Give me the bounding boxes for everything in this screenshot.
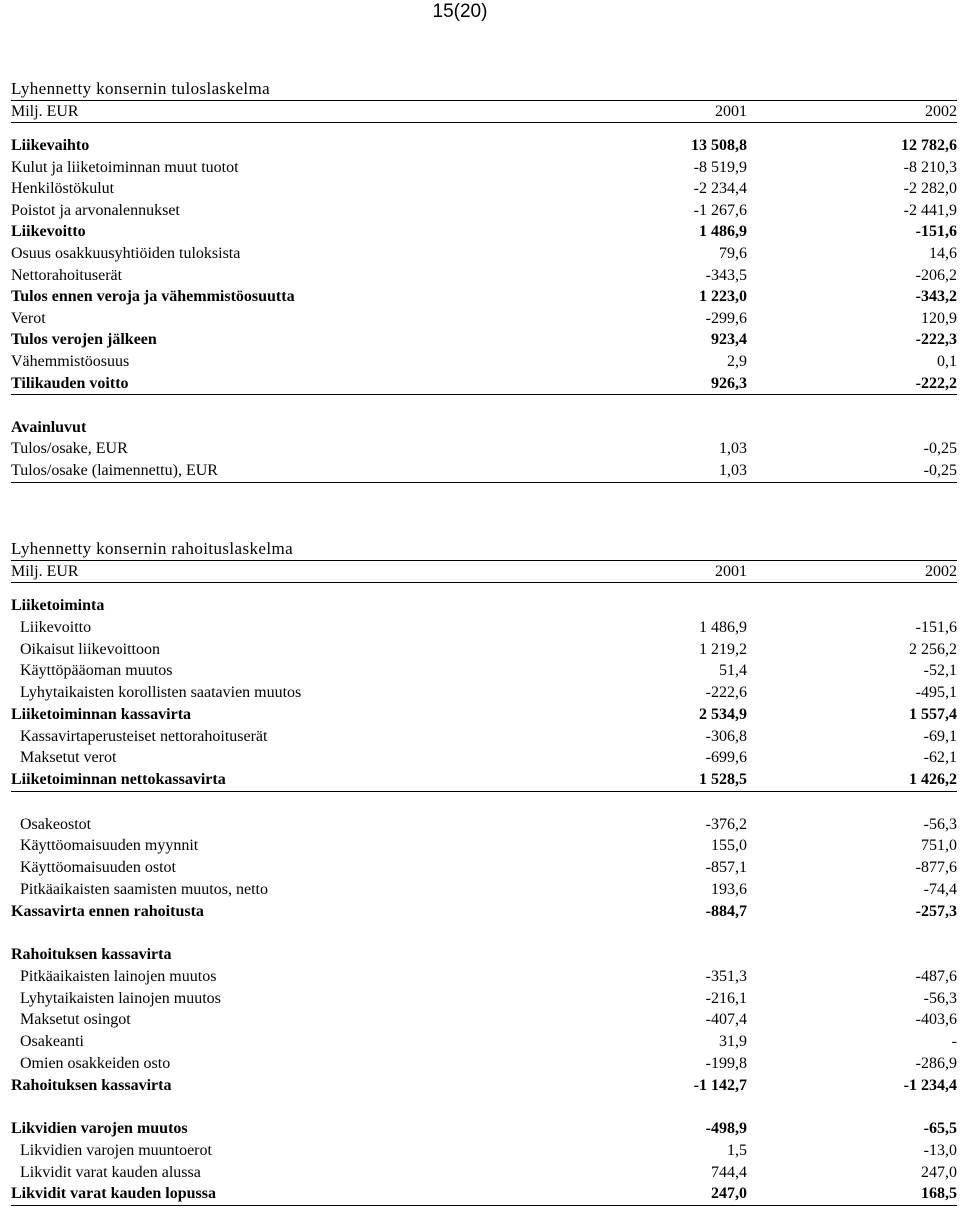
table-row xyxy=(11,944,957,966)
value-2001: 31,9 xyxy=(719,1033,747,1050)
value-2001 xyxy=(617,595,747,617)
table-row xyxy=(11,243,957,265)
table-row xyxy=(11,857,957,879)
value-2002: -69,1 xyxy=(923,727,957,745)
value-2002: -877,6 xyxy=(915,859,957,876)
row-label: Pitkäaikaisten saamisten muutos, netto xyxy=(20,880,268,898)
page-number: 15(20) xyxy=(432,1,488,22)
value-2001: -2 234,4 xyxy=(693,180,747,198)
value-2002: -222,2 xyxy=(915,374,957,392)
value-2001 xyxy=(617,944,747,966)
table-row xyxy=(11,726,957,748)
table-row xyxy=(11,1140,957,1162)
value-2001: 923,4 xyxy=(711,331,747,349)
row-label: Likvidit varat kauden lopussa xyxy=(11,1185,216,1203)
row-label: Likvidien varojen muutos xyxy=(11,1120,188,1137)
year-2001-header: 2001 xyxy=(715,563,747,580)
cash-flow-header xyxy=(11,560,957,583)
value-2002: 1 426,2 xyxy=(909,771,957,788)
value-2001: 1 219,2 xyxy=(699,640,747,658)
value-2002: -151,6 xyxy=(915,223,957,241)
value-2002: 247,0 xyxy=(921,1163,957,1181)
table-row xyxy=(11,1031,957,1053)
value-2002: 1 557,4 xyxy=(909,705,957,723)
row-label: Käyttöpääoman muutos xyxy=(20,662,173,680)
value-2002: -8 210,3 xyxy=(903,158,957,176)
table-row xyxy=(11,639,957,661)
table-row xyxy=(11,135,957,157)
row-label: Liikevoitto xyxy=(20,618,92,636)
value-2002: - xyxy=(951,1033,957,1050)
row-label: Avainluvut xyxy=(11,418,87,436)
spacer-row xyxy=(11,1096,957,1118)
table-row xyxy=(11,329,957,351)
value-2001: -699,6 xyxy=(705,749,747,767)
value-2002: 0,1 xyxy=(937,352,957,370)
value-2002 xyxy=(747,944,957,966)
income-statement-rows xyxy=(11,135,957,483)
value-2002: 14,6 xyxy=(929,244,957,262)
value-2001: -299,6 xyxy=(705,309,747,327)
value-2002: -0,25 xyxy=(923,461,957,479)
value-2002: -2 282,0 xyxy=(903,180,957,198)
income-statement-title: Lyhennetty konsernin tuloslaskelma xyxy=(11,79,271,98)
value-2001: 744,4 xyxy=(711,1163,747,1181)
table-row xyxy=(11,351,957,373)
value-2002: -286,9 xyxy=(915,1054,957,1072)
row-label: Pitkäaikaisten lainojen muutos xyxy=(20,967,217,985)
row-label: Maksetut verot xyxy=(20,749,117,767)
value-2002: -151,6 xyxy=(915,618,957,636)
row-label: Omien osakkeiden osto xyxy=(20,1054,171,1072)
table-row xyxy=(11,1009,957,1031)
table-row xyxy=(11,200,957,222)
value-2002: -495,1 xyxy=(915,684,957,701)
row-label: Liikevoitto xyxy=(11,223,86,241)
row-label: Tulos/osake (laimennettu), EUR xyxy=(11,461,218,479)
row-label: Henkilöstökulut xyxy=(11,180,115,198)
value-2001: 2,9 xyxy=(727,352,747,370)
year-2002-header: 2002 xyxy=(925,563,957,580)
value-2001: 13 508,8 xyxy=(691,137,747,154)
row-label: Tulos/osake, EUR xyxy=(11,440,128,458)
value-2001: -884,7 xyxy=(705,902,747,920)
table-row xyxy=(11,901,957,923)
row-label: Oikaisut liikevoittoon xyxy=(20,640,160,658)
table-row xyxy=(11,178,957,200)
table-row xyxy=(11,769,957,792)
row-label: Osuus osakkuusyhtiöiden tuloksista xyxy=(11,244,241,262)
year-2002-header: 2002 xyxy=(925,103,957,120)
value-2002: -0,25 xyxy=(923,440,957,458)
row-label: Poistot ja arvonalennukset xyxy=(11,201,180,219)
table-row xyxy=(11,460,957,483)
value-2002: 751,0 xyxy=(921,837,957,855)
spacer-row xyxy=(11,792,957,814)
cash-flow-rows xyxy=(11,595,957,1206)
value-2002: -222,3 xyxy=(915,331,957,349)
value-2001: 79,6 xyxy=(719,244,747,262)
table-row xyxy=(11,595,957,617)
value-2001 xyxy=(617,417,747,439)
spacer-row xyxy=(11,922,957,944)
value-2001: -376,2 xyxy=(705,815,747,833)
unit-label: Milj. EUR xyxy=(11,563,79,580)
value-2001: -222,6 xyxy=(705,684,747,701)
value-2002: -403,6 xyxy=(915,1011,957,1029)
table-row xyxy=(11,1053,957,1075)
value-2001: 193,6 xyxy=(711,880,747,898)
row-label: Käyttöomaisuuden myynnit xyxy=(20,837,199,855)
value-2002: -56,3 xyxy=(923,989,957,1007)
value-2002: -1 234,4 xyxy=(903,1076,957,1094)
table-row xyxy=(11,308,957,330)
value-2002 xyxy=(747,417,957,439)
row-label: Liikevaihto xyxy=(11,137,90,154)
value-2001: -8 519,9 xyxy=(693,158,747,176)
value-2001: -498,9 xyxy=(705,1120,747,1137)
value-2002: -56,3 xyxy=(923,815,957,833)
income-statement-header xyxy=(11,100,957,123)
table-row xyxy=(11,617,957,639)
row-label: Likvidien varojen muuntoerot xyxy=(20,1141,212,1159)
row-label: Likvidit varat kauden alussa xyxy=(20,1163,201,1181)
table-row xyxy=(11,221,957,243)
value-2001: -351,3 xyxy=(705,967,747,985)
table-row xyxy=(11,286,957,308)
row-label: Lyhytaikaisten korollisten saatavien muutos xyxy=(20,684,302,701)
table-row xyxy=(11,1075,957,1097)
year-2001-header: 2001 xyxy=(715,103,747,120)
value-2001: 247,0 xyxy=(711,1185,747,1203)
value-2002: -52,1 xyxy=(923,662,957,680)
value-2002: -65,5 xyxy=(923,1120,957,1137)
row-label: Verot xyxy=(11,309,46,327)
row-label: Tulos verojen jälkeen xyxy=(11,331,157,349)
row-label: Osakeostot xyxy=(20,815,92,833)
value-2002: 168,5 xyxy=(921,1185,957,1203)
cash-flow-title: Lyhennetty konsernin rahoituslaskelma xyxy=(11,539,294,558)
row-label: Kassavirta ennen rahoitusta xyxy=(11,902,204,920)
value-2001: -343,5 xyxy=(705,266,747,284)
row-label: Lyhytaikaisten lainojen muutos xyxy=(20,989,221,1007)
value-2002 xyxy=(747,595,957,617)
value-2001: -407,4 xyxy=(705,1011,747,1029)
table-row xyxy=(11,660,957,682)
income-statement-section xyxy=(11,78,957,483)
value-2001: 926,3 xyxy=(711,374,747,392)
table-row xyxy=(11,157,957,179)
value-2001: -857,1 xyxy=(705,859,747,876)
value-2002: -343,2 xyxy=(915,288,957,306)
row-label: Tilikauden voitto xyxy=(11,374,129,392)
row-label: Liiketoiminta xyxy=(11,597,105,614)
value-2001: 1 223,0 xyxy=(699,288,747,306)
table-row xyxy=(11,1183,957,1206)
row-label: Osakeanti xyxy=(20,1033,84,1050)
value-2002: -2 441,9 xyxy=(903,201,957,219)
row-label: Rahoituksen kassavirta xyxy=(11,1076,172,1094)
row-label: Nettorahoituserät xyxy=(11,266,123,284)
unit-label: Milj. EUR xyxy=(11,103,79,120)
table-row xyxy=(11,835,957,857)
table-row xyxy=(11,682,957,704)
table-row xyxy=(11,438,957,460)
value-2002: -206,2 xyxy=(915,266,957,284)
row-label: Rahoituksen kassavirta xyxy=(11,946,172,963)
table-row xyxy=(11,1118,957,1140)
value-2002: -257,3 xyxy=(915,902,957,920)
value-2001: 1,03 xyxy=(719,440,747,458)
value-2001: 155,0 xyxy=(711,837,747,855)
value-2002: -13,0 xyxy=(923,1141,957,1159)
row-label: Kulut ja liiketoiminnan muut tuotot xyxy=(11,158,239,176)
value-2001: 1 528,5 xyxy=(699,771,747,788)
table-row xyxy=(11,265,957,287)
value-2001: -1 267,6 xyxy=(693,201,747,219)
table-row xyxy=(11,988,957,1010)
value-2001: -216,1 xyxy=(705,989,747,1007)
table-row xyxy=(11,1162,957,1184)
row-label: Tulos ennen veroja ja vähemmistöosuutta xyxy=(11,288,295,306)
value-2001: 1 486,9 xyxy=(699,618,747,636)
table-row xyxy=(11,417,957,439)
table-row xyxy=(11,704,957,726)
value-2001: -199,8 xyxy=(705,1054,747,1072)
row-label: Liiketoiminnan kassavirta xyxy=(11,705,192,723)
value-2001: -306,8 xyxy=(705,727,747,745)
row-label: Käyttöomaisuuden ostot xyxy=(20,859,176,876)
row-label: Vähemmistöosuus xyxy=(11,352,130,370)
row-label: Liiketoiminnan nettokassavirta xyxy=(11,771,226,788)
value-2002: -62,1 xyxy=(923,749,957,767)
value-2002: -74,4 xyxy=(923,880,957,898)
row-label: Kassavirtaperusteiset nettorahoituserät xyxy=(20,727,268,745)
table-row xyxy=(11,966,957,988)
table-row xyxy=(11,879,957,901)
value-2001: 2 534,9 xyxy=(699,705,747,723)
cash-flow-section xyxy=(11,538,957,1206)
table-row xyxy=(11,814,957,836)
value-2002: 12 782,6 xyxy=(901,137,957,154)
value-2002: 120,9 xyxy=(921,309,957,327)
value-2001: 1 486,9 xyxy=(699,223,747,241)
spacer-row xyxy=(11,395,957,417)
table-row xyxy=(11,373,957,396)
value-2001: 1,03 xyxy=(719,461,747,479)
value-2002: -487,6 xyxy=(915,967,957,985)
value-2002: 2 256,2 xyxy=(909,640,957,658)
value-2001: 51,4 xyxy=(719,662,747,680)
value-2001: -1 142,7 xyxy=(693,1076,747,1094)
value-2001: 1,5 xyxy=(727,1141,747,1159)
row-label: Maksetut osingot xyxy=(20,1011,131,1029)
table-row xyxy=(11,747,957,769)
